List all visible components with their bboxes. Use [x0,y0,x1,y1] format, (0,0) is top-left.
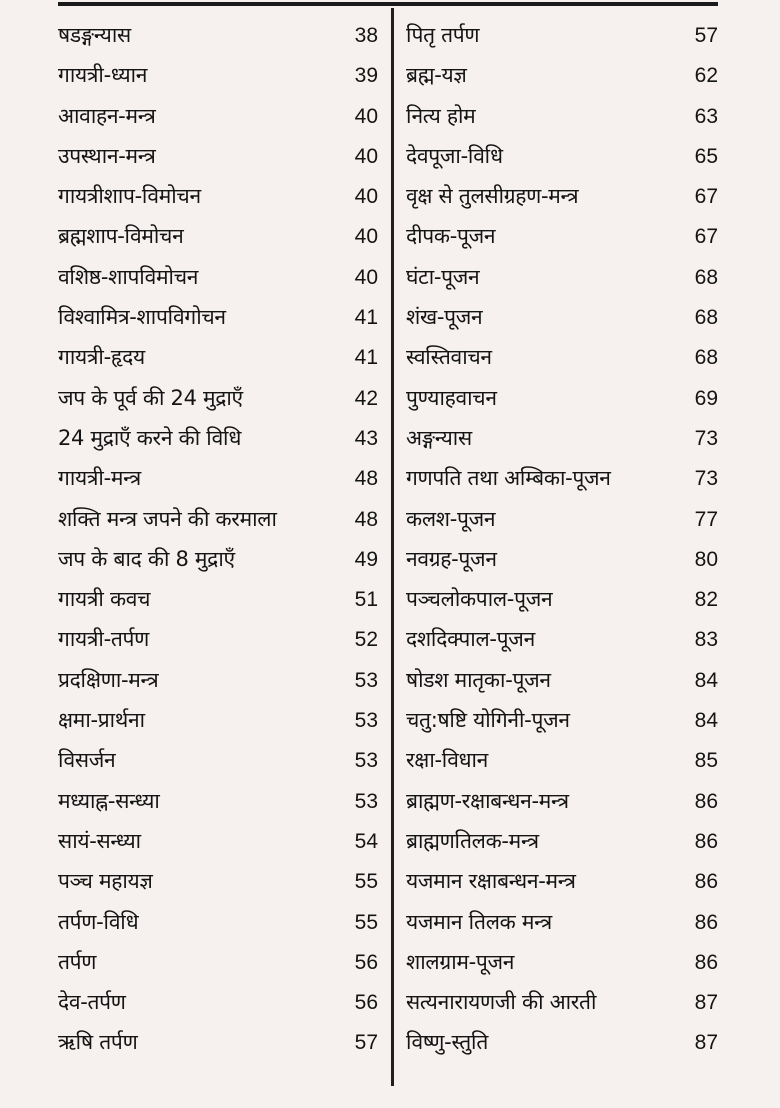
toc-entry-page-number: 63 [694,104,718,128]
toc-entry [58,579,378,619]
toc-entry [406,297,718,337]
toc-entry-page-number: 86 [694,910,718,934]
toc-entry [58,96,378,136]
toc-entry-title: शालग्राम-पूजन [406,949,515,974]
toc-entry [406,216,718,256]
toc-entry-title: पितृ तर्पण [406,23,480,47]
toc-entry-title: जप के बाद की 8 मुद्राएँ [58,546,235,571]
toc-entry-page-number: 87 [694,1031,718,1055]
toc-entry-page-number: 39 [354,64,378,88]
toc-entry-title: विश्वामित्र-शापविगोचन [58,305,226,330]
toc-entry-title: पुण्याहवाचन [406,385,497,410]
toc-entry-title: घंटा-पूजन [406,264,480,289]
toc-entry-page-number: 40 [354,104,378,128]
toc-entry [406,499,718,539]
toc-entry [58,861,378,901]
toc-entry-page-number: 53 [354,668,378,692]
toc-entry [58,458,378,498]
toc-entry [406,337,718,377]
toc-entry [58,257,378,297]
toc-entry [406,15,718,55]
toc-entry [406,982,718,1022]
toc-entry [58,660,378,700]
toc-entry-page-number: 73 [694,467,718,491]
toc-entry [58,619,378,659]
toc-entry-title: चतु:षष्टि योगिनी-पूजन [406,708,570,733]
toc-entry [58,418,378,458]
toc-entry-title: 24 मुद्राएँ करने की विधि [58,425,242,450]
toc-entry-page-number: 86 [694,950,718,974]
toc-entry-title: ब्राह्मणतिलक-मन्त्र [406,828,539,853]
toc-right-column [406,15,718,1063]
toc-entry-title: स्वस्तिवाचन [406,345,492,370]
toc-entry [406,418,718,458]
toc-entry-page-number: 62 [694,64,718,88]
toc-entry [58,136,378,176]
toc-entry [58,982,378,1022]
toc-entry-page-number: 86 [694,829,718,853]
toc-entry [406,942,718,982]
toc-entry [58,55,378,95]
toc-entry [406,539,718,579]
toc-entry-title: ब्रह्मशाप-विमोचन [58,224,184,249]
toc-entry-title: षडङ्गन्यास [58,23,131,47]
toc-entry [406,176,718,216]
toc-entry-title: गायत्री-ध्यान [58,63,148,88]
toc-entry-page-number: 48 [354,507,378,531]
toc-entry-title: क्षमा-प्रार्थना [58,708,145,733]
toc-entry-page-number: 84 [694,668,718,692]
toc-entry [406,740,718,780]
toc-entry-title: ब्रह्म-यज्ञ [406,63,467,88]
toc-entry-page-number: 55 [354,870,378,894]
toc-entry-page-number: 40 [354,144,378,168]
toc-entry-title: गणपति तथा अम्बिका-पूजन [406,466,611,491]
toc-entry-page-number: 56 [354,991,378,1015]
toc-entry-page-number: 43 [354,426,378,450]
toc-entry-page-number: 49 [354,547,378,571]
toc-entry-page-number: 53 [354,749,378,773]
toc-left-column [58,15,378,1063]
toc-entry [58,176,378,216]
toc-entry-page-number: 87 [694,991,718,1015]
toc-entry [406,902,718,942]
toc-entry [58,942,378,982]
toc-entry-title: मध्याह्न-सन्ध्या [58,788,160,813]
toc-entry [58,821,378,861]
toc-entry-page-number: 51 [354,588,378,612]
toc-entry-page-number: 80 [694,547,718,571]
toc-entry [406,96,718,136]
toc-entry-page-number: 42 [354,386,378,410]
toc-entry [58,337,378,377]
toc-entry-title: पञ्चलोकपाल-पूजन [406,587,553,612]
toc-entry-page-number: 86 [694,789,718,813]
toc-entry-title: ऋषि तर्पण [58,1030,138,1055]
toc-entry-title: यजमान तिलक मन्त्र [406,909,552,934]
toc-entry [406,660,718,700]
toc-entry [406,861,718,901]
toc-entry [58,781,378,821]
column-divider [391,8,394,1086]
toc-entry [58,1022,378,1062]
toc-entry-page-number: 40 [354,225,378,249]
top-rule [58,2,718,6]
toc-entry-title: प्रदक्षिणा-मन्त्र [58,667,159,692]
toc-entry-title: वशिष्ठ-शापविमोचन [58,264,199,289]
toc-entry [58,297,378,337]
toc-entry [58,15,378,55]
toc-entry [406,700,718,740]
toc-entry-page-number: 57 [694,24,718,47]
toc-entry-page-number: 56 [354,950,378,974]
toc-entry-title: नित्य होम [406,103,476,128]
toc-entry-page-number: 54 [354,829,378,853]
toc-entry [406,781,718,821]
toc-entry-page-number: 38 [354,24,378,47]
toc-entry-title: पञ्च महायज्ञ [58,869,153,894]
toc-entry-title: शक्ति मन्त्र जपने की करमाला [58,506,277,531]
toc-entry-title: गायत्री कवच [58,587,151,612]
toc-entry-page-number: 67 [694,225,718,249]
toc-entry-title: विष्णु-स्तुति [406,1030,489,1055]
toc-entry [406,821,718,861]
toc-entry [58,499,378,539]
toc-entry-page-number: 83 [694,628,718,652]
toc-entry-title: अङ्गन्यास [406,425,472,450]
toc-entry-page-number: 77 [694,507,718,531]
toc-entry-title: आवाहन-मन्त्र [58,103,156,128]
toc-entry-page-number: 86 [694,870,718,894]
toc-entry-title: कलश-पूजन [406,506,496,531]
toc-entry [58,740,378,780]
toc-entry-title: वृक्ष से तुलसीग्रहण-मन्त्र [406,184,579,209]
toc-entry [406,458,718,498]
toc-entry-title: गायत्री-तर्पण [58,627,150,652]
toc-entry [58,216,378,256]
toc-entry [58,700,378,740]
toc-entry-page-number: 67 [694,185,718,209]
toc-entry-page-number: 41 [354,346,378,370]
toc-entry [58,378,378,418]
toc-entry-title: उपस्थान-मन्त्र [58,143,156,168]
toc-entry [406,579,718,619]
toc-entry-page-number: 48 [354,467,378,491]
toc-entry-page-number: 41 [354,306,378,330]
toc-entry-page-number: 57 [354,1031,378,1055]
toc-entry-page-number: 68 [694,306,718,330]
toc-entry-title: विसर्जन [58,748,116,773]
toc-entry-page-number: 53 [354,709,378,733]
toc-entry [406,1022,718,1062]
toc-entry-title: दशदिक्पाल-पूजन [406,627,535,652]
toc-entry-title: षोडश मातृका-पूजन [406,667,551,692]
toc-entry-page-number: 85 [694,749,718,773]
toc-entry-page-number: 52 [354,628,378,652]
toc-entry-page-number: 65 [694,144,718,168]
toc-entry-title: देव-तर्पण [58,990,126,1015]
toc-entry-title: गायत्री-हृदय [58,345,145,370]
toc-entry-page-number: 40 [354,265,378,289]
toc-entry-title: दीपक-पूजन [406,224,496,249]
toc-entry-page-number: 84 [694,709,718,733]
toc-entry [406,136,718,176]
toc-entry [406,55,718,95]
toc-entry-title: सायं-सन्ध्या [58,828,141,853]
toc-entry-title: यजमान रक्षाबन्धन-मन्त्र [406,869,576,894]
toc-entry-title: तर्पण-विधि [58,909,139,934]
toc-entry-page-number: 68 [694,346,718,370]
toc-entry-title: सत्यनारायणजी की आरती [406,990,597,1015]
toc-entry-page-number: 40 [354,185,378,209]
toc-entry-page-number: 73 [694,426,718,450]
toc-entry [406,619,718,659]
toc-entry-title: देवपूजा-विधि [406,143,503,168]
toc-entry-title: नवग्रह-पूजन [406,546,497,571]
toc-entry [406,257,718,297]
toc-entry-page-number: 53 [354,789,378,813]
toc-entry-title: जप के पूर्व की 24 मुद्राएँ [58,385,243,410]
toc-entry-title: तर्पण [58,949,97,974]
toc-entry-title: ब्राह्मण-रक्षाबन्धन-मन्त्र [406,788,569,813]
toc-entry-page-number: 68 [694,265,718,289]
toc-entry-title: रक्षा-विधान [406,748,488,773]
toc-entry-page-number: 69 [694,386,718,410]
toc-entry-title: गायत्रीशाप-विमोचन [58,184,201,209]
toc-entry [406,378,718,418]
toc-entry [58,902,378,942]
toc-entry [58,539,378,579]
toc-entry-title: शंख-पूजन [406,305,483,330]
toc-entry-page-number: 55 [354,910,378,934]
toc-entry-title: गायत्री-मन्त्र [58,466,141,491]
toc-entry-page-number: 82 [694,588,718,612]
